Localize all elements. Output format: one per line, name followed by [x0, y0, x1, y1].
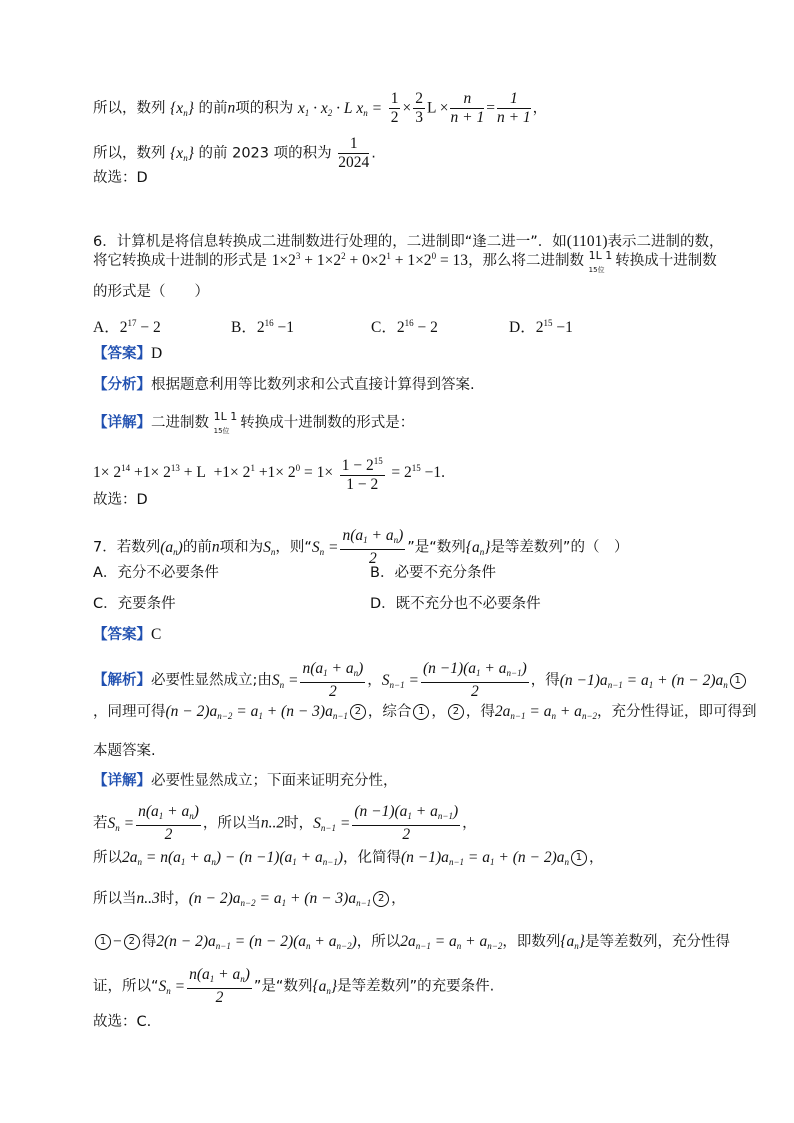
detail-7-line5: 1 − 2 得$2(n - 2)a_{n-1} = (n - 2)(a_n + a_{n-2})$，所以$2a_{n-1} = a_n + a_{n-2}$，即数列$\{a_n\}$是等差数列，充分性得	[93, 932, 730, 956]
text: 将它转换成十进制的形式是	[93, 253, 267, 269]
formula-sum: $1\times 2^{14} +1\times 2^{13} + L +1\times 2^1 +1\times 2^0 = 1\times$	[93, 463, 334, 481]
analysis-6	[93, 375, 475, 395]
circle-1-icon: 1	[95, 934, 111, 950]
text: ，化简得	[343, 850, 402, 866]
text: 的前	[198, 100, 228, 117]
text: 必要性显然成立；下面来证明充分性，	[151, 773, 398, 789]
circle-1-icon: 1	[571, 850, 587, 866]
text: ，充分性得证，即可得到	[597, 704, 757, 720]
detail-7-line6: 证，所以“$S_n$ = $\frac{n(a_1 + a_n)}{2}$ ”是“数列$\{a_n\}$是等差数列”的充要条件.	[93, 966, 495, 1006]
text: ，即数列	[502, 934, 561, 950]
circle-2-icon: 2	[350, 704, 366, 720]
text: 7．若数列	[93, 539, 161, 556]
binary-15-ones-glyph: 1L 1 15位	[588, 249, 613, 274]
frac-sn: $\frac{n(a_1 + a_n)}{2}$	[302, 660, 364, 700]
text: ，所以	[356, 934, 401, 950]
frac-2-3: $\frac{2}{3}$	[415, 90, 423, 126]
line-product-2023: 所以，数列 $\{x_n\}$ 的前 2023 项的积为 $\frac{1}{2024}$ .	[93, 135, 376, 171]
q7-option-b: B．必要不充分条件	[370, 565, 496, 581]
detail-7-line1	[93, 771, 398, 791]
circle-2-icon: 2	[448, 704, 464, 720]
seq-xn: $\{x_n\}$	[170, 99, 194, 118]
circle-1-icon: 1	[413, 704, 429, 720]
circle-1-icon: 1	[730, 673, 746, 689]
binary-15-ones-glyph: 1L 1 15位	[213, 410, 238, 435]
text: ，则“	[275, 539, 312, 556]
jiexi-line3: 本题答案.	[93, 743, 156, 759]
text: ，得	[465, 704, 495, 720]
text: ，那么将二进制数	[468, 253, 585, 269]
answer-tag: 【答案】	[93, 346, 151, 362]
text: 的前 2023 项的积为	[198, 145, 332, 162]
text: 得	[141, 934, 157, 950]
q6-line3: 的形式是（ ）	[93, 284, 209, 300]
answer-7	[93, 625, 161, 645]
var-n: n	[227, 99, 236, 117]
text: 的前	[182, 539, 212, 556]
q7-option-a: A．充分不必要条件	[93, 565, 219, 581]
text: ，	[588, 850, 604, 866]
answer-6	[93, 344, 162, 364]
seq-xn: $\{x_n\}$	[170, 144, 194, 163]
option-a: A．$2^{17} - 2$	[93, 318, 161, 336]
analysis-text: 根据题意利用等比数列求和公式直接计算得到答案.	[151, 377, 475, 393]
jiexi-tag: 【解析】	[93, 672, 151, 689]
analysis-tag: 【分析】	[93, 377, 151, 393]
frac-sn: $\frac{n(a_1 + a_n)}{2}$	[189, 966, 250, 1006]
detail-tag: 【详解】	[93, 415, 151, 431]
text: 所以当	[93, 891, 137, 907]
jiexi-line2: ，同理可得$(n - 2)a_{n-2} = a_1 + (n - 3)a_{n-1}$ 2 ，综合 1 ， 2 ，得$2a_{n-1} = a_n + a_{n-2}$，充分性得证，即可得到	[93, 703, 757, 721]
text: ”是“数列	[253, 978, 313, 995]
frac-1-2024: $\frac{1}{2024}$	[338, 135, 370, 171]
cond-n3: n..3	[136, 890, 160, 907]
option-b: B．$2^{16} -1$	[231, 318, 294, 336]
text: 是等差数列”的（ ）	[490, 539, 629, 556]
line-choose-c: 故选：C.	[93, 1014, 152, 1030]
detail-6	[93, 410, 415, 435]
frac-sn1: $\frac{(n -1)(a_1 + a_{n-1})}{2}$	[422, 660, 527, 700]
answer-value: D	[151, 345, 163, 362]
seq-an: $(a_n)$	[160, 538, 183, 557]
option-c: C．$2^{16} - 2$	[371, 318, 438, 336]
text: 6．计算机是将信息转换成二进制数进行处理的，二进制即“逢二进一”．如	[93, 234, 567, 250]
text: 所以，数列	[93, 100, 166, 117]
text: 所以，数列	[93, 145, 166, 162]
text: ，	[431, 704, 446, 720]
text: 是等差数列，充分性得	[585, 934, 730, 950]
text: 转换成十进制数	[615, 253, 717, 269]
circle-2-icon: 2	[373, 891, 389, 907]
frac-sn1: $\frac{(n -1)(a_1 + a_{n-1})}{2}$	[354, 803, 459, 843]
text: 必要性显然成立;由	[151, 672, 272, 689]
binary-1101: (1101)	[566, 233, 608, 250]
formula-product: $x_1 \cdot x_2 \cdot L$ $x_n$ =	[297, 99, 383, 118]
frac-1-n1: $\frac{1}{n + 1}$	[496, 90, 531, 126]
text: ，所以当	[202, 815, 261, 832]
text: 时，	[159, 891, 189, 907]
text: 时，	[284, 815, 314, 832]
text: ，同理可得	[93, 704, 166, 720]
q7-line1: 7．若数列$(a_n)$的前n项和为$S_n$，则“$S_n$ = $\frac{n(a_1 + a_n)}{2}$ ”是“数列$\{a_n\}$是等差数列”的（ ）	[93, 527, 629, 567]
text: 项的积为	[235, 100, 294, 117]
text: 是等差数列”的充要条件.	[337, 978, 495, 995]
text: ，	[462, 815, 477, 832]
frac-geo-sum: $\frac{1 - 2^{15}}{1 - 2}$	[340, 452, 385, 494]
text: 若	[93, 815, 108, 832]
text: ”是“数列	[407, 539, 466, 556]
frac-n-n1: $\frac{n}{n + 1}$	[450, 90, 485, 126]
detail-7-line2: 若$S_n$ = $\frac{n(a_1 + a_n)}{2}$ ，所以当n..2时，$S_{n-1}$ = $\frac{(n -1)(a_1 + a_{n-1})}{2}$ ，	[93, 803, 477, 843]
frac-sn: $\frac{n(a_1 + a_n)}{2}$	[138, 803, 199, 843]
cond-n2: n..2	[260, 814, 285, 832]
formula-1101: $1\times 2^3 + 1\times 2^2 + 0\times 2^1 + 1\times 2^0 = 13$	[271, 251, 469, 269]
text: ，得	[530, 672, 560, 689]
circle-2-icon: 2	[124, 934, 140, 950]
text: 项和为	[219, 539, 264, 556]
text: 二进制数	[151, 415, 209, 431]
text: 所以	[93, 850, 122, 866]
text: ，	[391, 891, 406, 907]
jiexi-line1: 【解析】必要性显然成立;由$S_n$ = $\frac{n(a_1 + a_n)}{2}$ ，$S_{n-1}$ = $\frac{(n -1)(a_1 + a_{n-1})}{2}$ ，得$(n -1)a_{n-1} = a_1 + (n - 2)a_n$ 1	[93, 660, 748, 701]
answer-tag: 【答案】	[93, 627, 151, 643]
text: 转换成十进制数的形式是：	[240, 415, 415, 431]
frac-1-2: $\frac{1}{2}$	[390, 90, 399, 126]
detail-6-formula	[93, 452, 445, 494]
q7-option-d: D．既不充分也不必要条件	[370, 596, 541, 612]
formula-result: = $2^{15} -1$.	[391, 463, 445, 481]
detail-7-line3: 所以$2a_n = n(a_1 + a_n) - (n -1)(a_1 + a_{n-1})$，化简得$(n -1)a_{n-1} = a_1 + (n - 2)a_n$ 1 ，	[93, 849, 604, 867]
line-product-first-n: 所以，数列 $\{x_n\}$ 的前n项的积为 $x_1 \cdot x_2 \cdot L$ $x_n$ = $\frac{1}{2}$ × $\frac{2}{3}$ L × $\frac{n}{n + 1}$ = $\frac{1}{n + 1}$ ，	[93, 90, 548, 126]
text: 表示二进制的数，	[607, 234, 724, 250]
q6-line2	[93, 245, 717, 272]
frac-sn: $\frac{n(a_1 + a_n)}{2}$	[342, 527, 404, 567]
detail-tag: 【详解】	[93, 773, 151, 789]
line-choose-d-2: 故选：D	[93, 492, 148, 508]
minus: −	[113, 933, 122, 950]
answer-value: C	[151, 626, 162, 643]
text: 证，所以“	[93, 978, 159, 995]
q7-option-c: C．充要条件	[93, 596, 176, 612]
line-choose-d-1: 故选：D	[93, 170, 148, 186]
detail-7-line4: 所以当n..3时，$(n - 2)a_{n-2} = a_1 + (n - 3)a_{n-1}$ 2 ，	[93, 890, 406, 908]
option-d: D．$2^{15} -1$	[509, 318, 573, 336]
text: ，综合	[367, 704, 412, 720]
